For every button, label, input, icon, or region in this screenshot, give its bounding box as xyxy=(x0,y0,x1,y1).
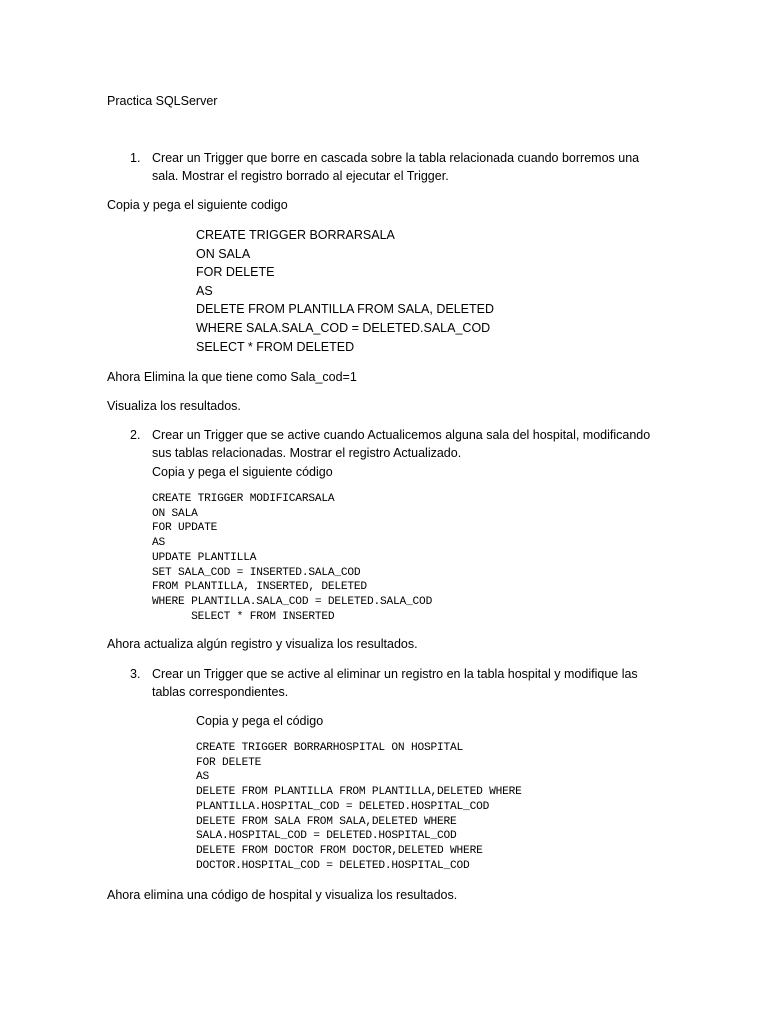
code-3-line: SALA.HOSPITAL_COD = DELETED.HOSPITAL_COD xyxy=(196,830,457,843)
instruction-delete-hospital: Ahora elimina una código de hospital y visualiza los resultados. xyxy=(107,888,458,902)
instruction-delete-sala: Ahora Elimina la que tiene como Sala_cod=1 xyxy=(107,370,357,384)
code-2-line: WHERE PLANTILLA.SALA_COD = DELETED.SALA_COD xyxy=(152,595,433,608)
code-3-line: DELETE FROM SALA FROM SALA,DELETED WHERE xyxy=(196,815,457,828)
code-1-line: AS xyxy=(196,284,213,298)
page-title: Practica SQLServer xyxy=(107,94,218,108)
code-2-line: SET SALA_COD = INSERTED.SALA_COD xyxy=(152,566,361,579)
code-2-line: CREATE TRIGGER MODIFICARSALA xyxy=(152,493,335,505)
copy-instruction-1: Copia y pega el siguiente codigo xyxy=(107,198,288,212)
item-2-line-3: Copia y pega el siguiente código xyxy=(152,465,333,479)
instruction-update: Ahora actualiza algún registro y visualiza los resultados. xyxy=(107,637,418,651)
code-1-line: CREATE TRIGGER BORRARSALA xyxy=(196,228,395,242)
item-1-number: 1. xyxy=(130,151,141,165)
code-3-line: FOR DELETE xyxy=(196,756,262,769)
item-1-line-1: Crear un Trigger que borre en cascada sobre la tabla relacionada cuando borremos una xyxy=(152,151,640,165)
code-2-line: UPDATE PLANTILLA xyxy=(152,551,257,564)
code-2-line: AS xyxy=(152,537,166,550)
code-3-line: CREATE TRIGGER BORRARHOSPITAL ON HOSPITAL xyxy=(196,742,464,754)
instruction-visualize-1: Visualiza los resultados. xyxy=(107,399,241,413)
item-3-number: 3. xyxy=(130,667,141,681)
item-2-line-1: Crear un Trigger que se active cuando Actualicemos alguna sala del hospital, modificando xyxy=(152,428,651,442)
code-3-line: DELETE FROM DOCTOR FROM DOCTOR,DELETED WHERE xyxy=(196,844,483,857)
copy-instruction-3: Copia y pega el código xyxy=(196,714,324,728)
code-2-line: FOR UPDATE xyxy=(152,522,218,535)
item-3-line-2: tablas correspondientes. xyxy=(152,685,289,699)
item-1-line-2: sala. Mostrar el registro borrado al ejecutar el Trigger. xyxy=(152,169,449,183)
code-3-line: DELETE FROM PLANTILLA FROM PLANTILLA,DELETED WHERE xyxy=(196,786,522,799)
code-3-line: AS xyxy=(196,771,210,784)
code-1-line: ON SALA xyxy=(196,247,251,261)
code-2-line: FROM PLANTILLA, INSERTED, DELETED xyxy=(152,581,367,594)
item-3-line-1: Crear un Trigger que se active al eliminar un registro en la tabla hospital y modifique las xyxy=(152,667,638,681)
code-1-line: WHERE SALA.SALA_COD = DELETED.SALA_COD xyxy=(196,321,491,335)
item-2-number: 2. xyxy=(130,428,141,442)
code-1-line: SELECT * FROM DELETED xyxy=(196,340,355,354)
code-2-line: SELECT * FROM INSERTED xyxy=(152,610,335,623)
item-2-line-2: sus tablas relacionadas. Mostrar el registro Actualizado. xyxy=(152,446,462,460)
code-3-line: DOCTOR.HOSPITAL_COD = DELETED.HOSPITAL_COD xyxy=(196,859,470,872)
code-1-line: FOR DELETE xyxy=(196,265,275,279)
code-3-line: PLANTILLA.HOSPITAL_COD = DELETED.HOSPITAL_COD xyxy=(196,800,490,813)
code-2-line: ON SALA xyxy=(152,507,198,520)
code-1-line: DELETE FROM PLANTILLA FROM SALA, DELETED xyxy=(196,302,494,316)
